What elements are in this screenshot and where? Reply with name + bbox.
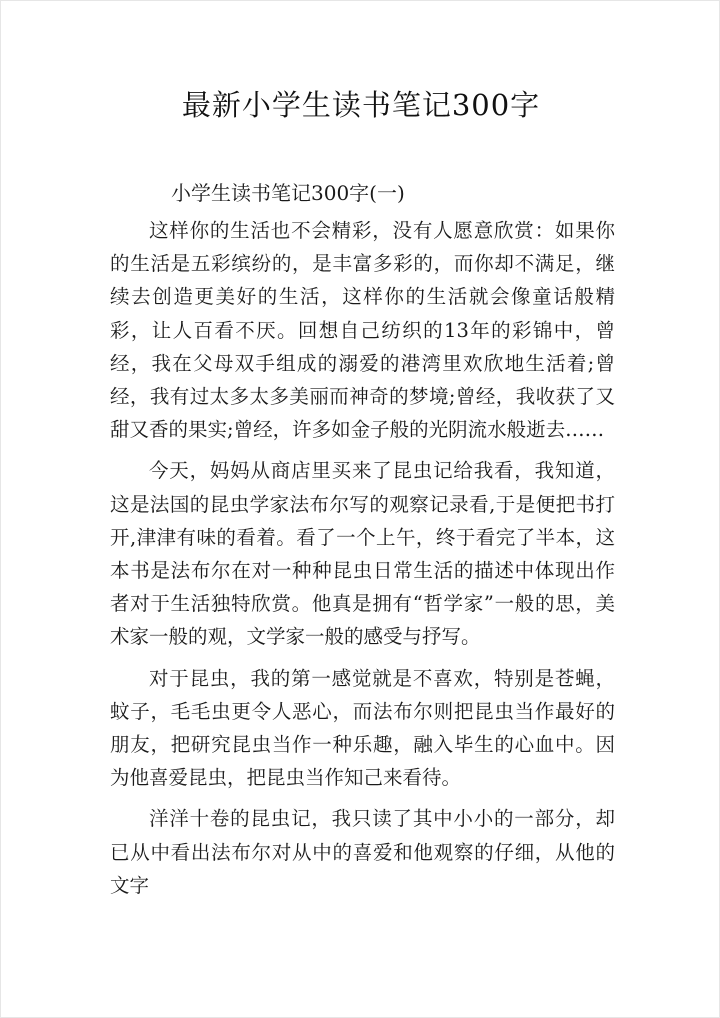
section-heading: 小学生读书笔记300字(一) bbox=[171, 181, 405, 205]
body-text bbox=[110, 214, 615, 910]
paragraph-4: 洋洋十卷的昆虫记，我只读了其中小小的一部分，却已从中看出法布尔对从中的喜爱和他观察的仔细，从他的文字 bbox=[110, 807, 615, 897]
document-title: 最新小学生读书笔记300字 bbox=[181, 88, 541, 122]
paragraph-2: 今天，妈妈从商店里买来了昆虫记给我看，我知道，这是法国的昆虫学家法布尔写的观察记录看,于是便把书打开,津津有味的看着。看了一个上午，终于看完了半本，这本书是法布尔在对一种种昆虫日常生活的描述中体现出作者对于生活独特欣赏。他真是拥有“哲学家”一般的思，美术家一般的观，文学家一般的感受与抒写。 bbox=[110, 459, 615, 649]
paragraph-1: 这样你的生活也不会精彩，没有人愿意欣赏：如果你的生活是五彩缤纷的，是丰富多彩的，而你却不满足，继续去创造更美好的生活，这样你的生活就会像童话般精彩，让人百看不厌。回想自己纺织的13年的彩锦中，曾经，我在父母双手组成的溺爱的港湾里欢欣地生活着;曾经，我有过太多太多美丽而神奇的梦境;曾经，我收获了又甜又香的果实;曾经，许多如金子般的光阴流水般逝去…… bbox=[110, 219, 615, 442]
paragraph-3: 对于昆虫，我的第一感觉就是不喜欢，特别是苍蝇，蚊子，毛毛虫更令人恶心，而法布尔则把昆虫当作最好的朋友，把研究昆虫当作一种乐趣，融入毕生的心血中。因为他喜爱昆虫，把昆虫当作知己来看待。 bbox=[110, 666, 615, 790]
